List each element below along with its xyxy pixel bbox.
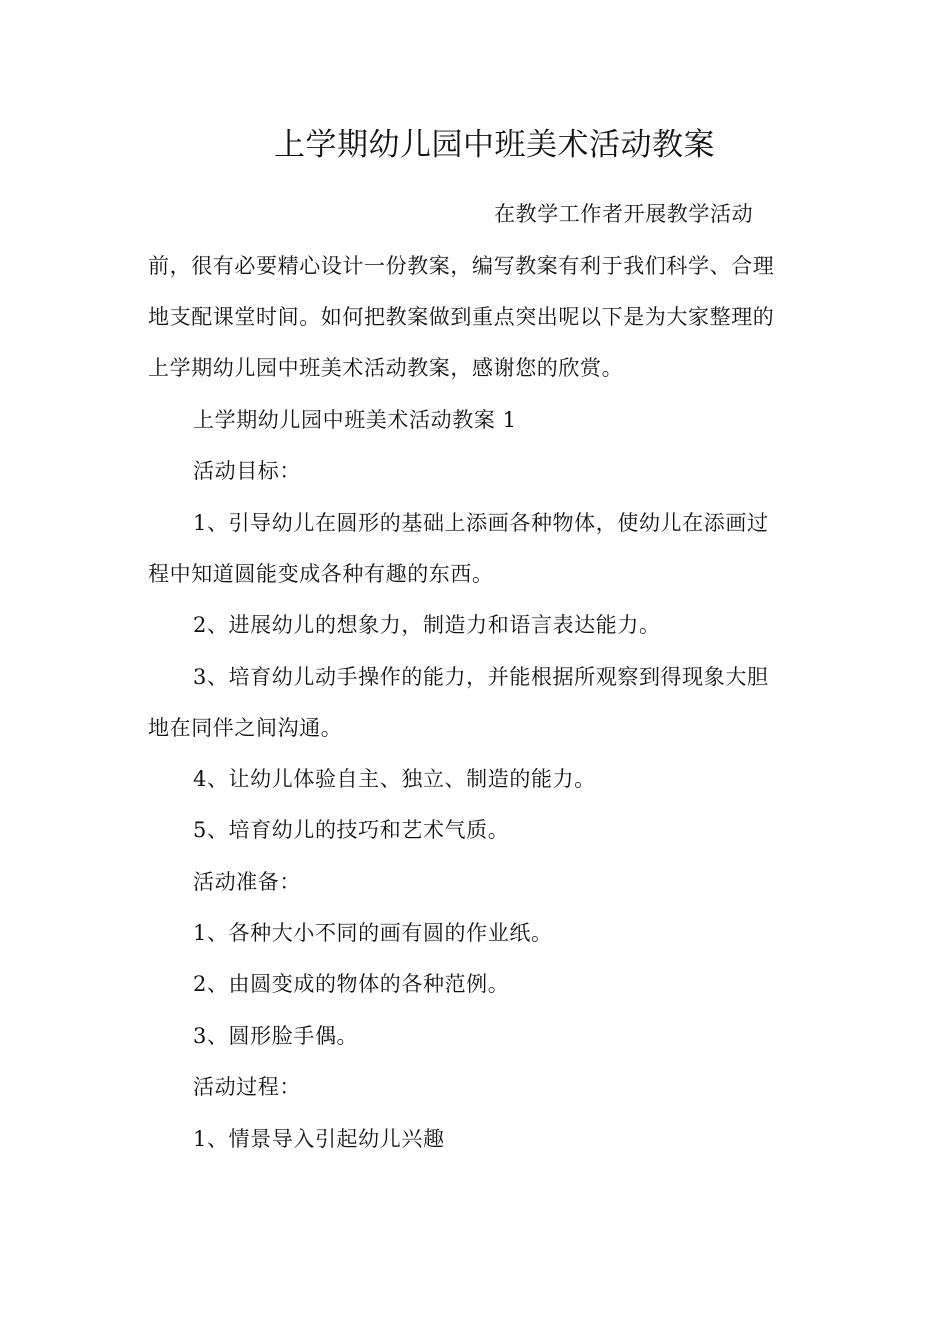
goal-1-line-1: 1、引导幼儿在圆形的基础上添画各种物体，使幼儿在添画过 [193,511,769,535]
goal-3-line-1: 3、培育幼儿动手操作的能力，并能根据所观察到得现象大胆 [193,665,769,689]
prep-1: 1、各种大小不同的画有圆的作业纸。 [193,921,553,945]
goal-1-line-2: 程中知道圆能变成各种有趣的东西。 [148,562,494,586]
goal-3-line-2: 地在同伴之间沟通。 [148,716,343,740]
goal-2: 2、进展幼儿的想象力，制造力和语言表达能力。 [193,613,661,637]
prep-3: 3、圆形脸手偶。 [193,1024,359,1048]
intro-line-2: 前，很有必要精心设计一份教案，编写教案有利于我们科学、合理 [148,254,775,278]
process-heading: 活动过程： [193,1075,301,1099]
goal-4: 4、让幼儿体验自主、独立、制造的能力。 [193,767,596,791]
prep-2: 2、由圆变成的物体的各种范例。 [193,972,510,996]
intro-line-1: 在教学工作者开展教学活动 [494,202,754,226]
goal-5: 5、培育幼儿的技巧和艺术气质。 [193,818,510,842]
intro-line-3: 地支配课堂时间。如何把教案做到重点突出呢以下是为大家整理的 [148,305,775,329]
intro-line-4: 上学期幼儿园中班美术活动教案，感谢您的欣赏。 [148,356,624,380]
goals-heading: 活动目标： [193,459,301,483]
document-title: 上学期幼儿园中班美术活动教案 [274,127,715,163]
process-1: 1、情景导入引起幼儿兴趣 [193,1127,445,1151]
section-heading: 上学期幼儿园中班美术活动教案 1 [193,408,517,432]
prep-heading: 活动准备： [193,870,301,894]
